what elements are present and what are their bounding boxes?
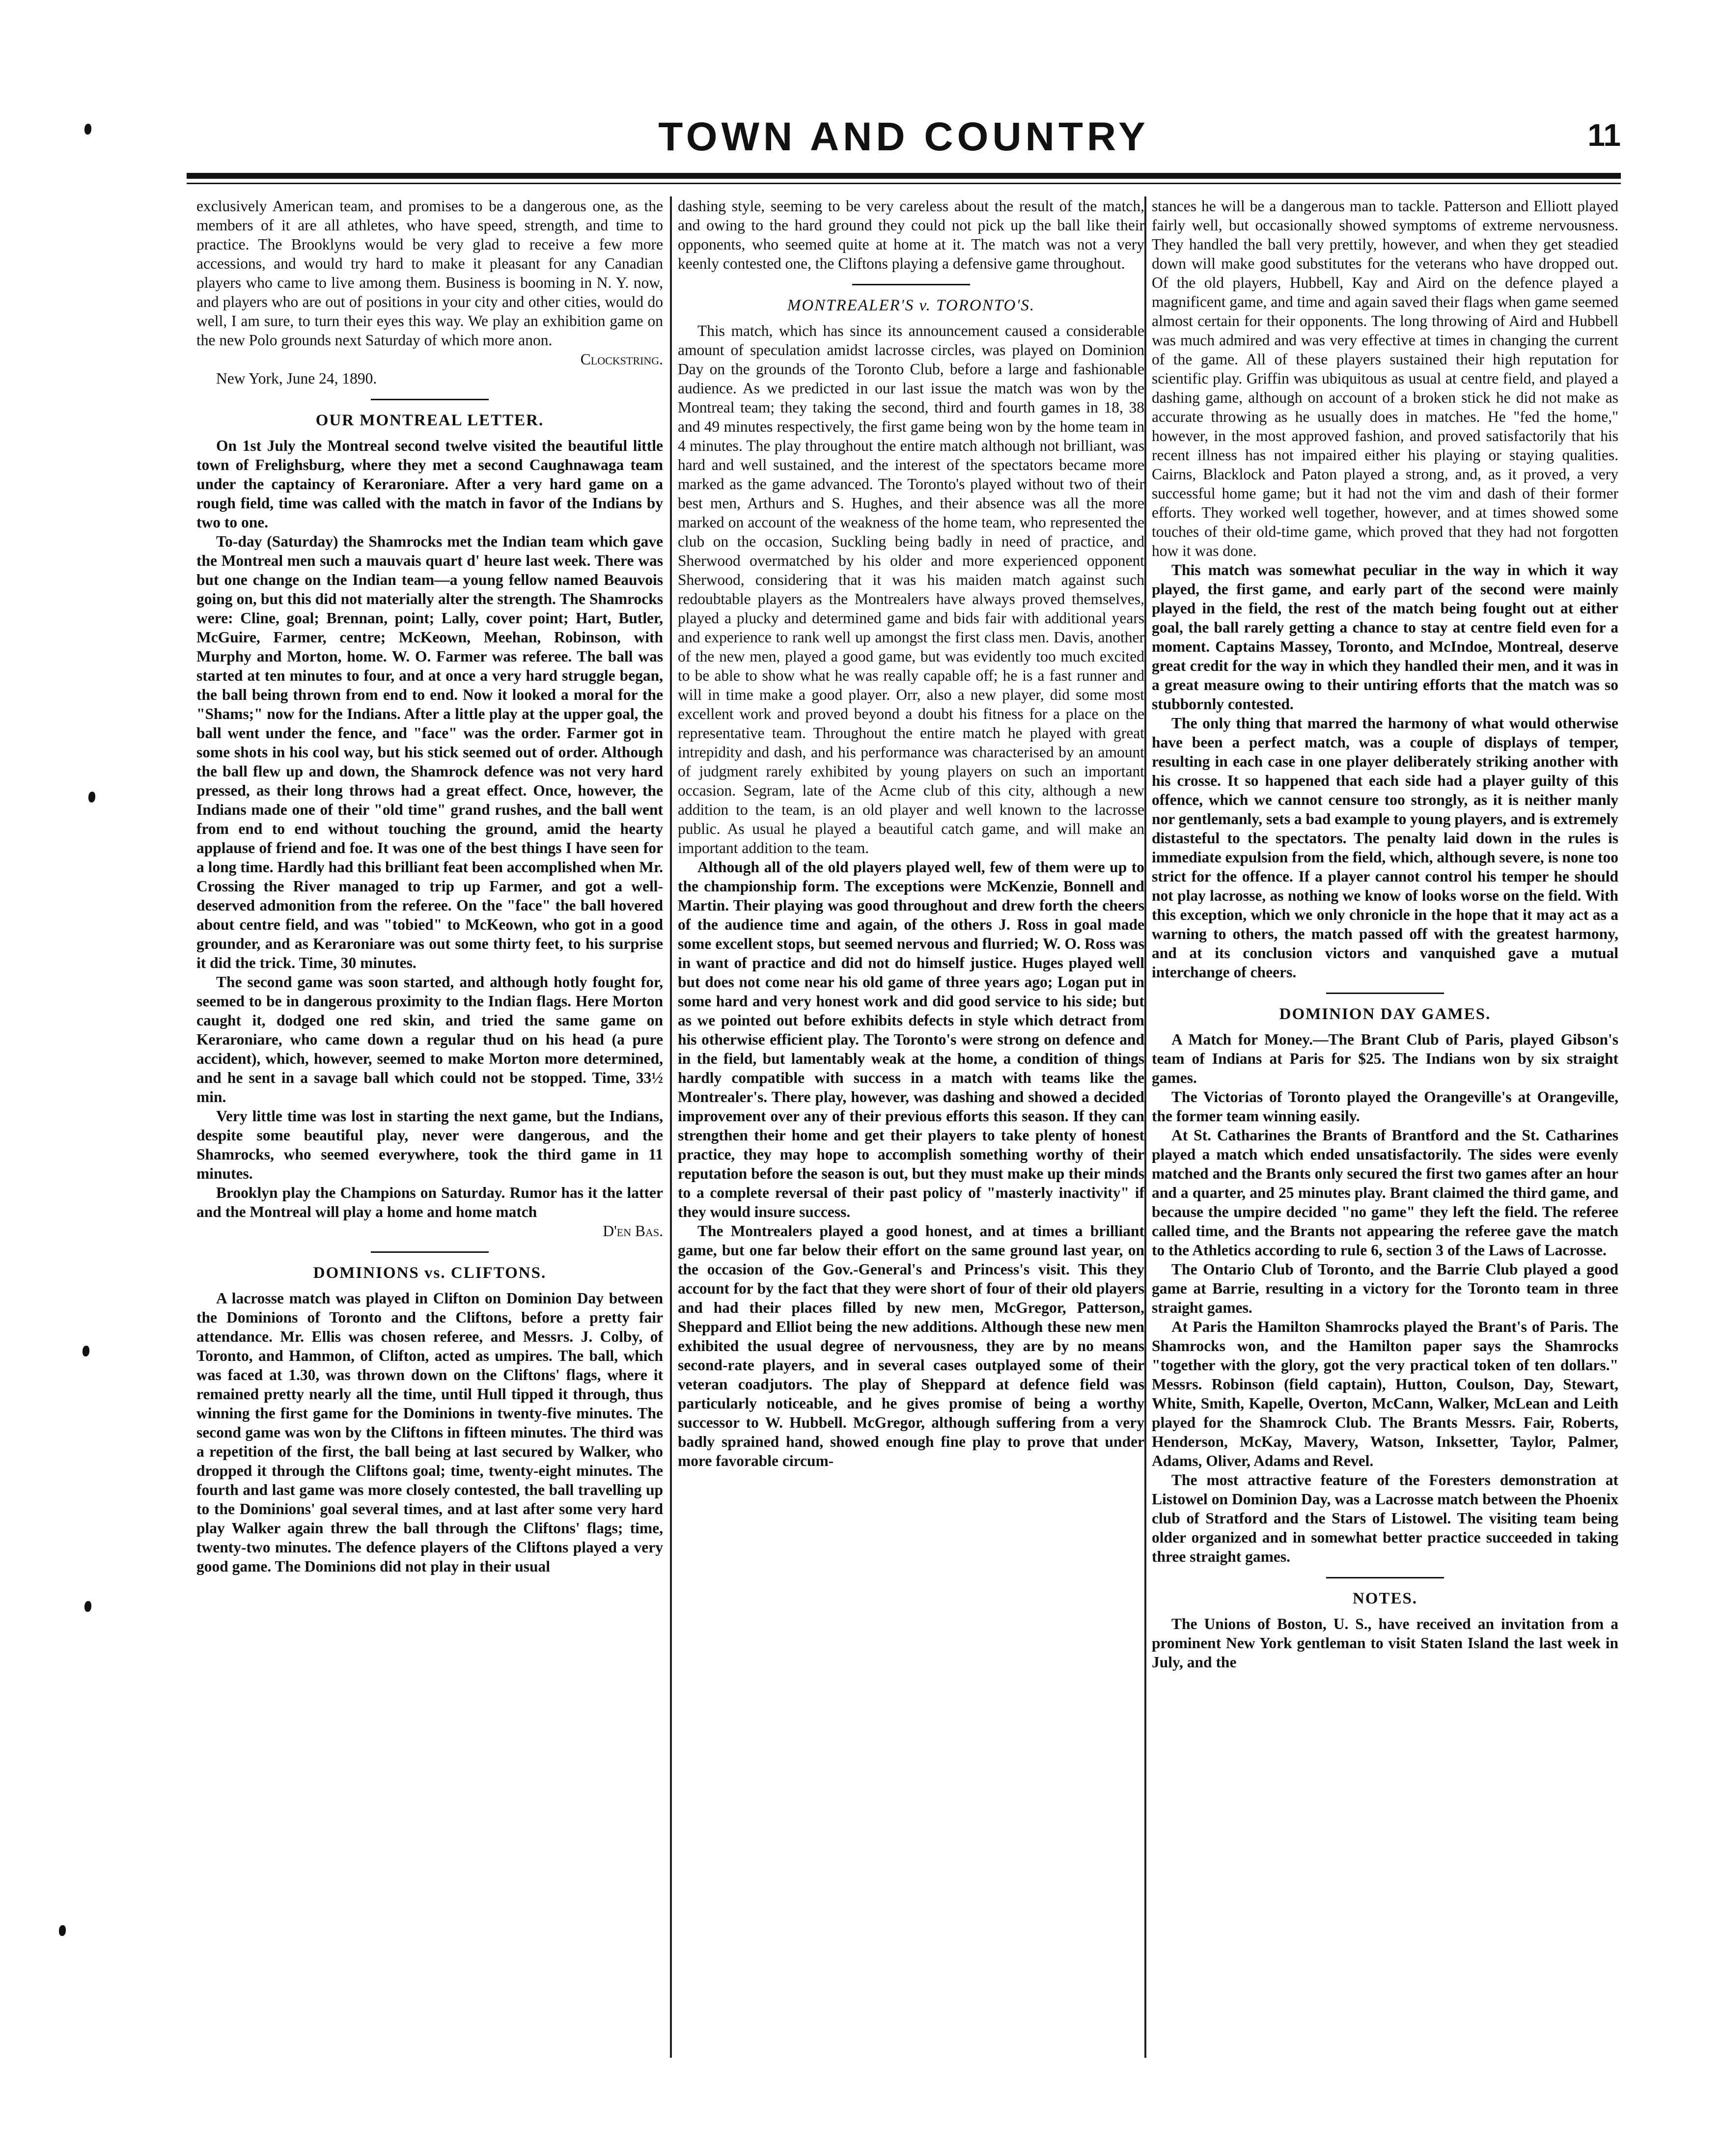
column-3 xyxy=(1152,196,1618,2063)
section-rule xyxy=(852,284,970,285)
column-divider xyxy=(670,196,672,2058)
article-paragraph: The Montrealers played a good honest, and at times a brilliant game, but one far below their effort on the same ground last year, on the occasion of the Gov.-General's and Princess's visit. This they account for by the fact that they were short of four of their old players and had their places filled by new men, McGregor, Patterson, Sheppard and Elliot being the new additions. Although these new men exhibited the usual degree of nervousness, they are by no means second-rate players, and in several cases outplayed some of their veteran coadjutors. The play of Sheppard at defence field was particularly noticeable, and he gives promise of being a worthy successor to W. Hubbell. McGregor, although suffering from a very badly sprained hand, showed enough fine play to prove that under more favorable circum- xyxy=(678,1222,1144,1469)
page-number: 11 xyxy=(1587,117,1621,153)
article-paragraph: dashing style, seeming to be very careless about the result of the match, and owing to the hard ground they could not pick up the ball like their opponents, who seemed quite at home at it. The match was not a very keenly contested one, the Cliftons playing a defensive game throughout. xyxy=(678,197,1144,272)
article-paragraph: The Victorias of Toronto played the Orangeville's at Orangeville, the former team winning easily. xyxy=(1152,1088,1618,1125)
article-paragraph: To-day (Saturday) the Shamrocks met the Indian team which gave the Montreal men such a mauvais quart d' heure last week. There was but one change on the Indian team—a young fellow named Beauvois going on, but this did not materially alter the strength. The Shamrocks were: Cline, goal; Brennan, point; Lally, cover point; Hart, Butler, McGuire, Farmer, centre; McKeown, Meehan, Robinson, with Murphy and Morton, home. W. O. Farmer was referee. The ball was started at ten minutes to four, and at once a very hard struggle began, the ball being thrown from end to end. Now it looked a moral for the "Shams;" now for the Indians. After a little play at the upper goal, the ball went under the fence, and "face" was the order. Farmer got in some shots in his cool way, but his stick seemed out of order. Although the ball flew up and down, the Shamrock defence was not very hard pressed, as their long throws had a great effect. Once, however, the Indians made one of their "old time" grand rushes, and the ball went from end to end without touching the ground, amid the hearty applause of friend and foe. It was one of the best things I have seen for a long time. Hardly had this brilliant feat been accomplished when Mr. Crossing the River managed to trip up Farmer, and got a well-deserved admonition from the referee. On the "face" the ball hovered about centre field, and was "tobied" to McKeown, who got in a good grounder, and as Keraroniare was out some thirty feet, to his surprise it did the trick. Time, 30 minutes. xyxy=(196,533,663,971)
article-paragraph: exclusively American team, and promises to be a dangerous one, as the members of it are all athletes, who have speed, strength, and time to practice. The Brooklyns would be very glad to receive a few more accessions, and would try hard to make it pleasant for any Canadian players who came to live among them. Business is booming in N. Y. now, and players who are out of positions in your city and other cities, would do well, I am sure, to turn their eyes this way. We play an exhibition game on the new Polo grounds next Saturday of which more anon. xyxy=(196,197,663,349)
section-rule xyxy=(1326,993,1444,994)
article-paragraph: A Match for Money.—The Brant Club of Paris, played Gibson's team of Indians at Paris for $25. The Indians won by six straight games. xyxy=(1152,1031,1618,1086)
section-heading-montrealers-torontos: MONTREALER'S v. TORONTO'S. xyxy=(787,297,1035,314)
article-paragraph: At Paris the Hamilton Shamrocks played the Brant's of Paris. The Shamrocks won, and the Hamilton paper says the Shamrocks "together with the glory, got the very practical token of ten dollars." Messrs. Robinson (field captain), Hutton, Coulson, Day, Stewart, White, Smith, Kapelle, Overton, McCann, Walker, McLean and Leith played for the Shamrock Club. The Brants Messrs. Fair, Roberts, Henderson, McKay, Mavery, Watson, Inksetter, Taylor, Palmer, Adams, Oliver, Adams and Revel. xyxy=(1152,1318,1618,1469)
article-paragraph: The only thing that marred the harmony of what would otherwise have been a perfect match, was a couple of displays of temper, resulting in each case in one player deliberately striking another with his crosse. It so happened that each side had a player guilty of this offence, which we cannot censure too strongly, as it is neither manly nor gentlemanly, sets a bad example to young players, and is extremely distasteful to the spectators. The penalty laid down in the rules is immediate expulsion from the field, which, although severe, is none too strict for the offence. If a player cannot control his temper he should not play lacrosse, as nothing we know of looks worse on the field. With this exception, which we only chronicle in the hope that it may act as a warning to others, the match passed off with the greatest harmony, and at its conclusion victors and vanquished gave a mutual interchange of cheers. xyxy=(1152,715,1618,981)
column-1 xyxy=(196,196,663,2063)
section-heading-montreal-letter: OUR MONTREAL LETTER. xyxy=(315,412,544,429)
page-title: TOWN AND COUNTRY xyxy=(658,114,1149,159)
article-paragraph: The second game was soon started, and although hotly fought for, seemed to be in dangerous proximity to the Indian flags. Here Morton caught it, dodged one red skin, and tried the same game on Keraroniare, who came down a regular thud on his head (a pure accident), which, however, seemed to make Morton more determined, and he sent in a savage ball which could not be stopped. Time, 33½ min. xyxy=(196,973,663,1106)
article-paragraph: Brooklyn play the Champions on Saturday. Rumor has it the latter and the Montreal will play a home and home match xyxy=(196,1184,663,1220)
article-paragraph: Very little time was lost in starting the next game, but the Indians, despite some beautiful play, never were dangerous, and the Shamrocks, who seemed everywhere, took the third game in 11 minutes. xyxy=(196,1107,663,1182)
margin-mark xyxy=(88,792,95,802)
margin-mark xyxy=(59,1925,66,1936)
signature: Clockstring. xyxy=(580,351,663,368)
article-paragraph: The most attractive feature of the Foresters demonstration at Listowel on Dominion Day, was a Lacrosse match between the Phoenix club of Stratford and the Stars of Listowel. The visiting team being older organized and in somewhat better practice succeeded in taking three straight games. xyxy=(1152,1471,1618,1565)
article-paragraph: A lacrosse match was played in Clifton on Dominion Day between the Dominions of Toronto and the Cliftons, before a pretty fair attendance. Mr. Ellis was chosen referee, and Messrs. J. Colby, of Toronto, and Hammon, of Clifton, acted as umpires. The ball, which was faced at 1.30, was thrown down on the Cliftons' flags, where it remained pretty nearly all the time, until Hull tipped it through, thus winning the first game for the Dominions in twenty-five minutes. The second game was won by the Cliftons in fifteen minutes. The third was a repetition of the first, the ball being at last secured by Walker, who dropped it through the Cliftons goal; time, twenty-eight minutes. The fourth and last game was more closely contested, the ball travelling up to the Dominions' goal several times, and at last after some very hard play Walker again threw the ball through the Cliftons' flags; time, twenty-two minutes. The defence players of the Cliftons played a very good game. The Dominions did not play in their usual xyxy=(196,1290,663,1575)
section-rule xyxy=(371,399,489,400)
section-heading-dominions-cliftons: DOMINIONS vs. CLIFTONS. xyxy=(313,1264,547,1282)
section-heading-notes: NOTES. xyxy=(1352,1590,1418,1607)
article-paragraph: This match was somewhat peculiar in the way in which it way played, the first game, and early part of the second were mainly played in the field, the rest of the match being fought out at either goal, the ball rarely getting a chance to stay at centre field even for a moment. Captains Massey, Toronto, and McIndoe, Montreal, deserve great credit for the way in which they handled their men, and it was in a great measure owing to their untiring efforts that the match was so stubbornly contested. xyxy=(1152,561,1618,713)
margin-mark xyxy=(84,1601,91,1612)
section-rule xyxy=(371,1251,489,1253)
column-2 xyxy=(678,196,1144,2063)
article-paragraph: Although all of the old players played well, few of them were up to the championship form. The exceptions were McKenzie, Bonnell and Martin. Their playing was good throughout and drew forth the cheers of the audience time and again, of the others J. Ross in goal made some excellent stops, but seemed nervous and flurried; W. O. Ross was in want of practice and did not do himself justice. Huges played well but does not come near his old game of three years ago; Logan put in some hard and very honest work and did good service to his side; but as we pointed out before exhibits defects in style which detract from his otherwise efficient play. The Toronto's were strong on defence and in the field, but lamentably weak at the home, a condition of things hardly compatible with success in a match with teams like the Montrealer's. There play, however, was dashing and showed a decided improvement over any of their previous efforts this season. If they can strengthen their home and get their players to take plenty of honest practice, they may hope to accomplish something worthy of their reputation before the season is out, but they must make up their minds to a complete reversal of their past policy of "masterly inactivity" if they would insure success. xyxy=(678,858,1144,1220)
header-rule xyxy=(187,173,1621,179)
masthead xyxy=(187,114,1621,197)
column-divider xyxy=(1144,196,1146,2058)
header-rule-thin xyxy=(187,183,1621,184)
article-paragraph: At St. Catharines the Brants of Brantford and the St. Catharines played a match which ended unsatisfactorily. The sides were evenly matched and the Brants only secured the first two games after an hour and a quarter, and 25 minutes play. Brant claimed the third game, and because the umpire decided "no game" they left the field. The referee called time, and the Brants not appearing the referee gave the match to the Athletics according to rule 6, section 3 of the Laws of Lacrosse. xyxy=(1152,1127,1618,1259)
article-paragraph: The Ontario Club of Toronto, and the Barrie Club played a good game at Barrie, resulting in a victory for the Toronto team in three straight games. xyxy=(1152,1261,1618,1316)
signature: D'en Bas. xyxy=(603,1222,663,1240)
section-rule xyxy=(1326,1577,1444,1578)
article-paragraph: stances he will be a dangerous man to tackle. Patterson and Elliott played fairly well, but occasionally showed symptoms of extreme nervousness. They handled the ball very prettily, however, and when they get steadied down will make good substitutes for the veterans who have dropped out. Of the old players, Hubbell, Kay and Aird on the defence played a magnificent game, and time and again saved their flags when game seemed almost certain for their opponents. The long throwing of Aird and Hubbell was much admired and was very effective at times in changing the current of the game. All of these players sustained their high reputation for scientific play. Griffin was ubiquitous as usual at centre field, and played a dashing game, although on account of a broken stick he did not make as accurate throwing as he usually does in matches. He "fed the home," however, in the most approved fashion, and proved satisfactorily that his recent illness has not impaired either his playing or staying qualities. Cairns, Blacklock and Paton played a strong, and, as it proved, a very successful home game; but it had not the vim and dash of their former efforts. They worked well together, however, and at times showed some touches of their old-time game, which proved that they had not forgotten how it was done. xyxy=(1152,197,1618,559)
section-heading-dominion-day-games: DOMINION DAY GAMES. xyxy=(1279,1005,1491,1023)
article-paragraph: This match, which has since its announcement caused a considerable amount of speculation amidst lacrosse circles, was played on Dominion Day on the grounds of the Toronto Club, before a large and fashionable audience. As we predicted in our last issue the match was won by the Montreal team; they taking the second, third and fourth games in 18, 38 and 49 minutes respectively, the first game being won by the home team in 4 minutes. The play throughout the entire match although not brilliant, was hard and well sustained, and the interest of the spectators became more marked as the game advanced. The Toronto's played without two of their best men, Arthurs and S. Hughes, and their absence was all the more marked on account of the weakness of the home team, who represented the club on the occasion, Suckling being badly in need of practice, and Sherwood overmatched by his older and more experienced opponent Sherwood, considering that it was his maiden match against such redoubtable players as the Montrealers have always proved themselves, played a plucky and determined game and bids fair with additional years and experience to rank well up amongst the first class men. Davis, another of the new men, played a good game, but was evidently too much excited to be able to show what he was really capable off; he is a fast runner and will in time make a good player. Orr, also a new player, did some most excellent work and proved beyond a doubt his fitness for a place on the representative team. Throughout the entire match he played with great intrepidity and dash, and his performance was characterised by an amount of judgment rarely exhibited by young players on such an important occasion. Segram, late of the Acme club of this city, although a new addition to the team, is an old player and well known to the lacrosse public. As usual he played a beautiful catch game, and will make an important addition to the team. xyxy=(678,322,1144,857)
dateline: New York, June 24, 1890. xyxy=(216,370,377,387)
margin-mark xyxy=(83,1346,89,1356)
article-paragraph: On 1st July the Montreal second twelve visited the beautiful little town of Frelighsburg, where they met a second Caughnawaga team under the captaincy of Keraroniare. After a very hard game on a rough field, time was called with the match in favor of the Indians by two to one. xyxy=(196,437,663,531)
article-paragraph: The Unions of Boston, U. S., have received an invitation from a prominent New York gentleman to visit Staten Island the last week in July, and the xyxy=(1152,1615,1618,1671)
margin-mark xyxy=(84,124,91,135)
